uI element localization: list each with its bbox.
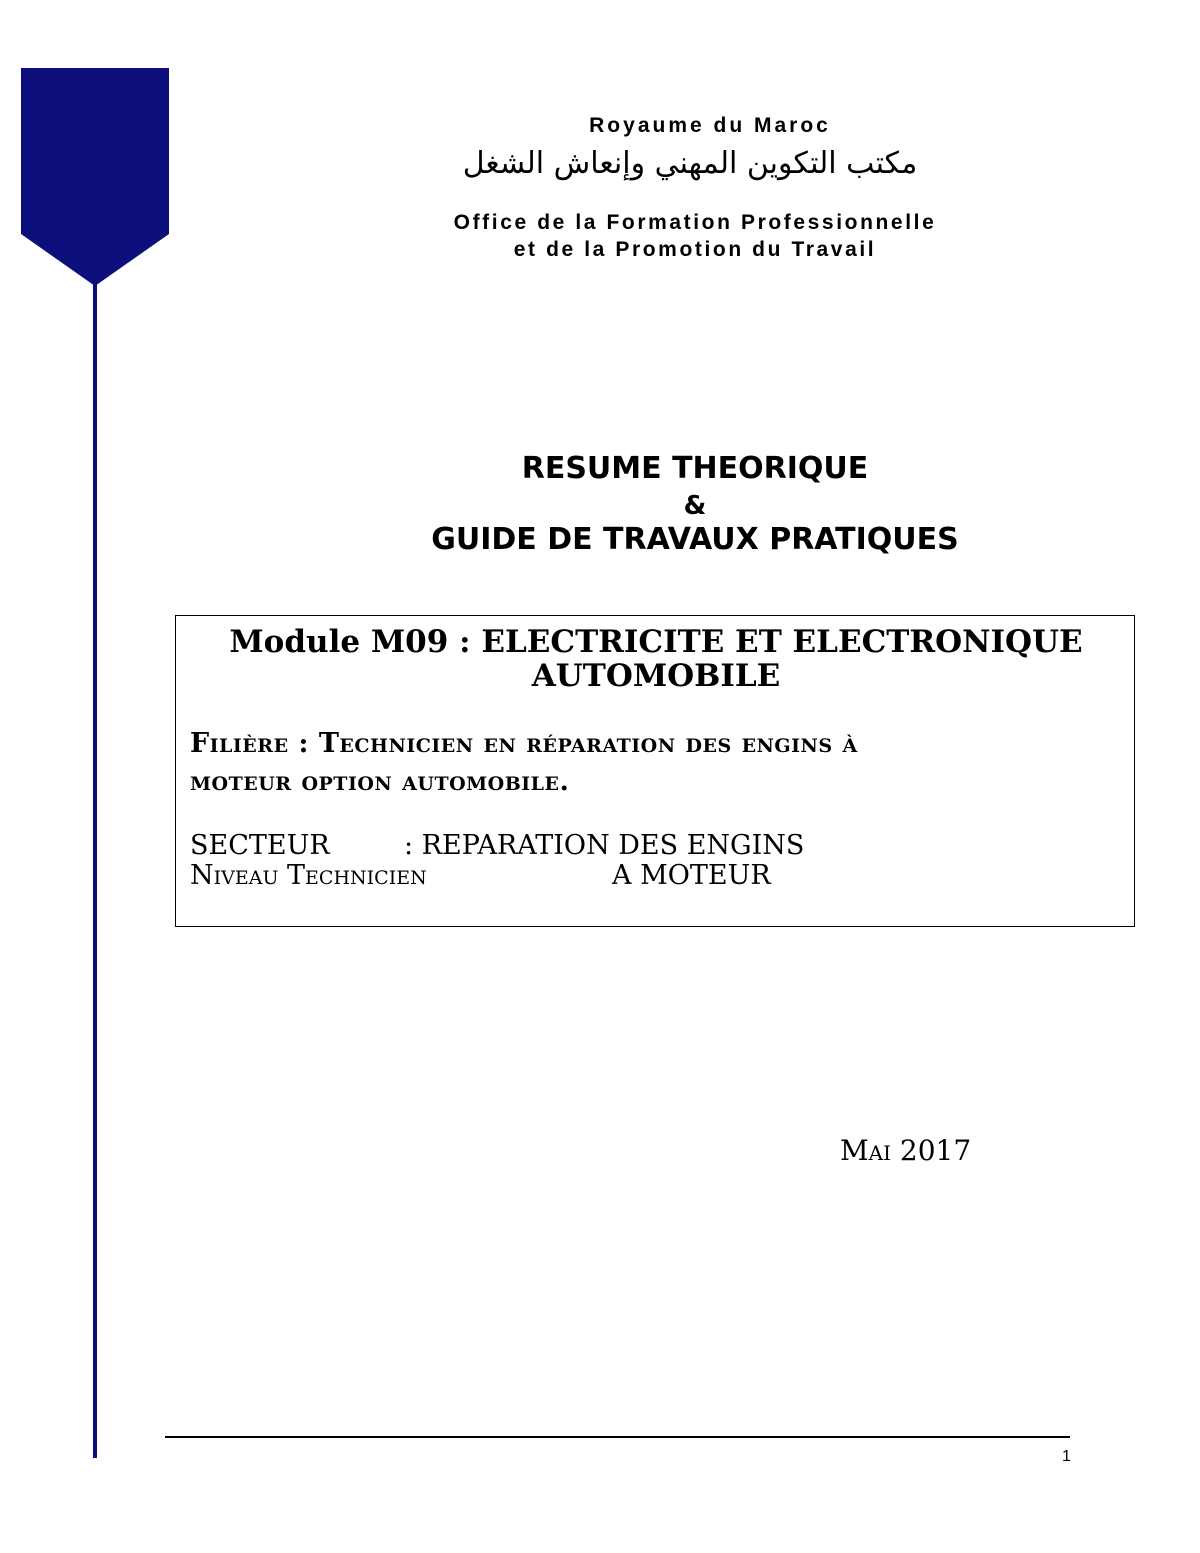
module-box [175, 615, 1135, 927]
vertical-rule [93, 282, 97, 1458]
title-line2: GUIDE DE TRAVAUX PRATIQUES [431, 522, 959, 557]
arabic-office-name: مكتب التكوين المهني وإنعاش الشغل [462, 146, 918, 181]
page-number: 1 [1062, 1448, 1071, 1465]
secteur-label: SECTEUR [190, 830, 330, 861]
module-line2: AUTOMOBILE [531, 658, 781, 694]
country-name: Royaume du Maroc [589, 114, 831, 137]
title-ampersand: & [683, 491, 707, 521]
filiere-line2: moteur option automobile. [190, 766, 570, 797]
filiere-line1: Filière : Technicien en réparation des engins à [190, 728, 858, 759]
office-name-line1: Office de la Formation Professionnelle [453, 211, 937, 234]
office-name-line2: et de la Promotion du Travail [513, 238, 877, 261]
footer-rule [165, 1436, 1070, 1438]
title-line1: RESUME THEORIQUE [521, 451, 869, 486]
secteur-value: : REPARATION DES ENGINS [404, 830, 805, 861]
publication-date: Mai 2017 [840, 1134, 972, 1167]
module-line1: Module M09 : ELECTRICITE ET ELECTRONIQUE [229, 624, 1083, 660]
niveau-label: Niveau Technicien [190, 860, 427, 891]
niveau-value: A MOTEUR [612, 860, 771, 891]
banner-shield [21, 68, 169, 286]
